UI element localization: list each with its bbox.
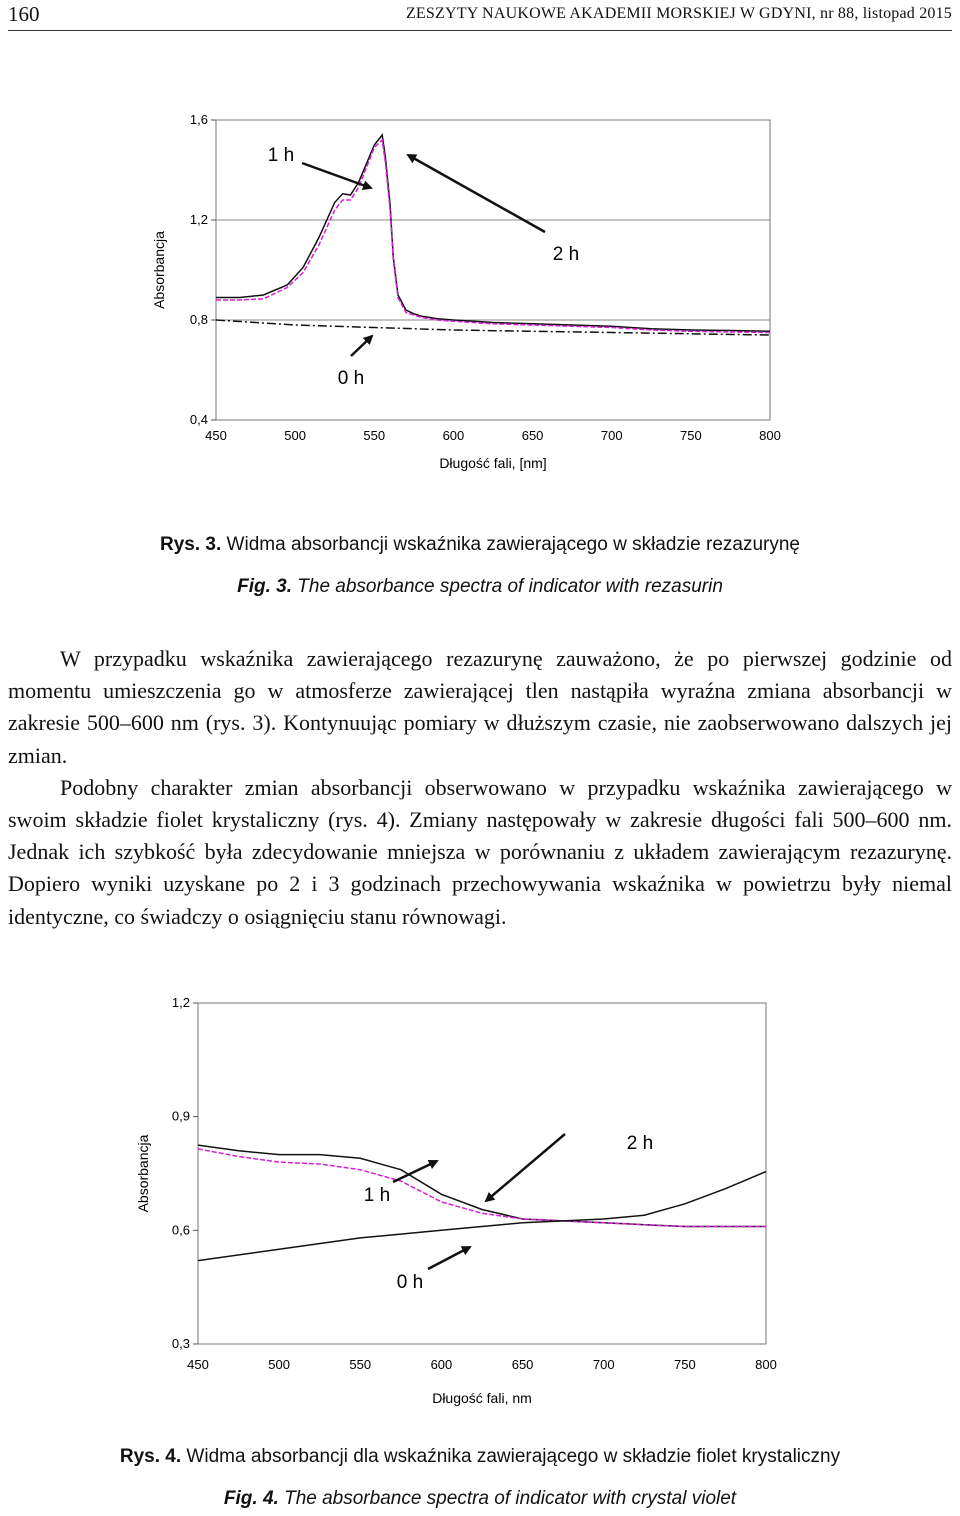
f4-y-tick-label: 0,3	[171, 1336, 190, 1351]
paragraph-1: W przypadku wskaźnika zawierającego rezazurynę zauważono, że po pierwszej godzinie od momentu umieszczenia go w atmosferze zawierającej tlen nastąpiła wyraźna zmiana absorbancji w zakresie 500–600 nm (rys. 3). Kontynuując pomiary w dłuższym czasie, nie zaobserwowano dalszych jej zmian.	[8, 646, 952, 768]
figure-4-caption-en-label: Fig. 4.	[223, 1488, 279, 1509]
f4-annotation-label: 2 h	[626, 1133, 654, 1154]
f3-y-tick-label: 1,6	[189, 112, 208, 127]
f4-x-tick-label: 450	[187, 1357, 209, 1372]
figure-3-caption-text: Widma absorbancji wskaźnika zawierającego w składzie rezazurynę	[221, 534, 800, 555]
f4-x-tick-label: 600	[430, 1357, 453, 1372]
figure-4-caption-text: Widma absorbancji dla wskaźnika zawierającego w składzie fiolet krystaliczny	[181, 1446, 841, 1467]
figure-3-caption-en-text: The absorbance spectra of indicator with rezasurin	[292, 576, 723, 597]
figure-3-caption-en	[0, 576, 960, 598]
f3-annotation-label: 2 h	[552, 244, 580, 265]
f3-x-tick-label: 600	[442, 428, 465, 443]
f4-x-tick-label: 750	[674, 1357, 696, 1372]
f4-series-1h-line	[198, 1149, 766, 1227]
f3-x-axis-label: Długość fali, [nm]	[439, 455, 547, 471]
f4-x-axis-label: Długość fali, nm	[432, 1390, 532, 1406]
figure-4-caption-en	[0, 1488, 960, 1510]
f3-y-tick-label: 1,2	[189, 212, 208, 227]
f3-plot-area	[216, 120, 770, 420]
f3-y-axis-label: Absorbancja	[151, 231, 167, 309]
f3-annotation-label: 1 h	[267, 145, 295, 166]
figure-3-chart	[0, 100, 960, 480]
f3-annotation-label: 0 h	[337, 368, 365, 389]
f4-x-tick-label: 700	[592, 1357, 615, 1372]
figure-4-chart	[0, 985, 960, 1415]
f4-series-0h-line	[198, 1172, 766, 1261]
f4-annotation-arrow	[486, 1134, 565, 1201]
f3-x-tick-label: 550	[363, 428, 386, 443]
f4-x-tick-label: 650	[511, 1357, 534, 1372]
f3-annotation-arrow	[351, 336, 372, 356]
figure-4-caption	[0, 1446, 960, 1468]
body-text	[8, 643, 952, 933]
f4-x-tick-label: 550	[349, 1357, 372, 1372]
f4-x-tick-label: 800	[755, 1357, 777, 1372]
journal-title: ZESZYTY NAUKOWE AKADEMII MORSKIEJ W GDYNI, nr 88, listopad 2015	[405, 5, 952, 22]
figure-4-caption-label: Rys. 4.	[119, 1446, 182, 1467]
f3-x-tick-label: 700	[600, 428, 623, 443]
paragraph-2: Podobny charakter zmian absorbancji obserwowano w przypadku wskaźnika zawierającego w swoim składzie fiolet krystaliczny (rys. 4). Zmiany następowały w zakresie długości fali 500–600 nm. Jednak ich szybkość była zdecydowanie mniejsza w porównaniu z układem zawierającym rezazurynę. Dopiero wyniki uzyskane po 2 i 3 godzinach przechowywania wskaźnika w powietrzu były niemal identyczne, co świadczy o osiągnięciu stanu równowagi.	[8, 774, 952, 929]
running-header	[8, 0, 952, 31]
figure-4-caption-en-text: The absorbance spectra of indicator with crystal violet	[278, 1488, 737, 1509]
f3-x-tick-label: 650	[521, 428, 544, 443]
f4-y-tick-label: 0,9	[171, 1108, 190, 1124]
f3-x-tick-label: 500	[284, 428, 306, 443]
f3-x-tick-label: 450	[205, 428, 227, 443]
f3-y-tick-label: 0,8	[189, 312, 208, 327]
f4-y-axis-label: Absorbancja	[135, 1134, 151, 1213]
f3-x-tick-label: 750	[680, 428, 702, 443]
figure-3-caption	[0, 534, 960, 556]
f4-x-tick-label: 500	[268, 1357, 290, 1372]
f3-series-1h-line	[216, 135, 770, 331]
f4-series-2h-line	[198, 1145, 766, 1226]
f3-series-2h-line	[216, 140, 770, 333]
f3-y-tick-label: 0,4	[189, 412, 208, 427]
f4-y-tick-label: 0,6	[171, 1222, 190, 1238]
f4-annotation-label: 0 h	[396, 1272, 424, 1293]
f4-plot-area	[198, 1003, 766, 1344]
page-number: 160	[8, 2, 40, 26]
f4-annotation-label: 1 h	[363, 1185, 391, 1206]
figure-3-caption-label: Rys. 3.	[160, 534, 222, 555]
f3-x-tick-label: 800	[759, 428, 781, 443]
figure-3-caption-en-label: Fig. 3.	[237, 576, 292, 597]
f4-annotation-arrow	[428, 1247, 470, 1269]
f4-y-tick-label: 1,2	[171, 995, 190, 1010]
